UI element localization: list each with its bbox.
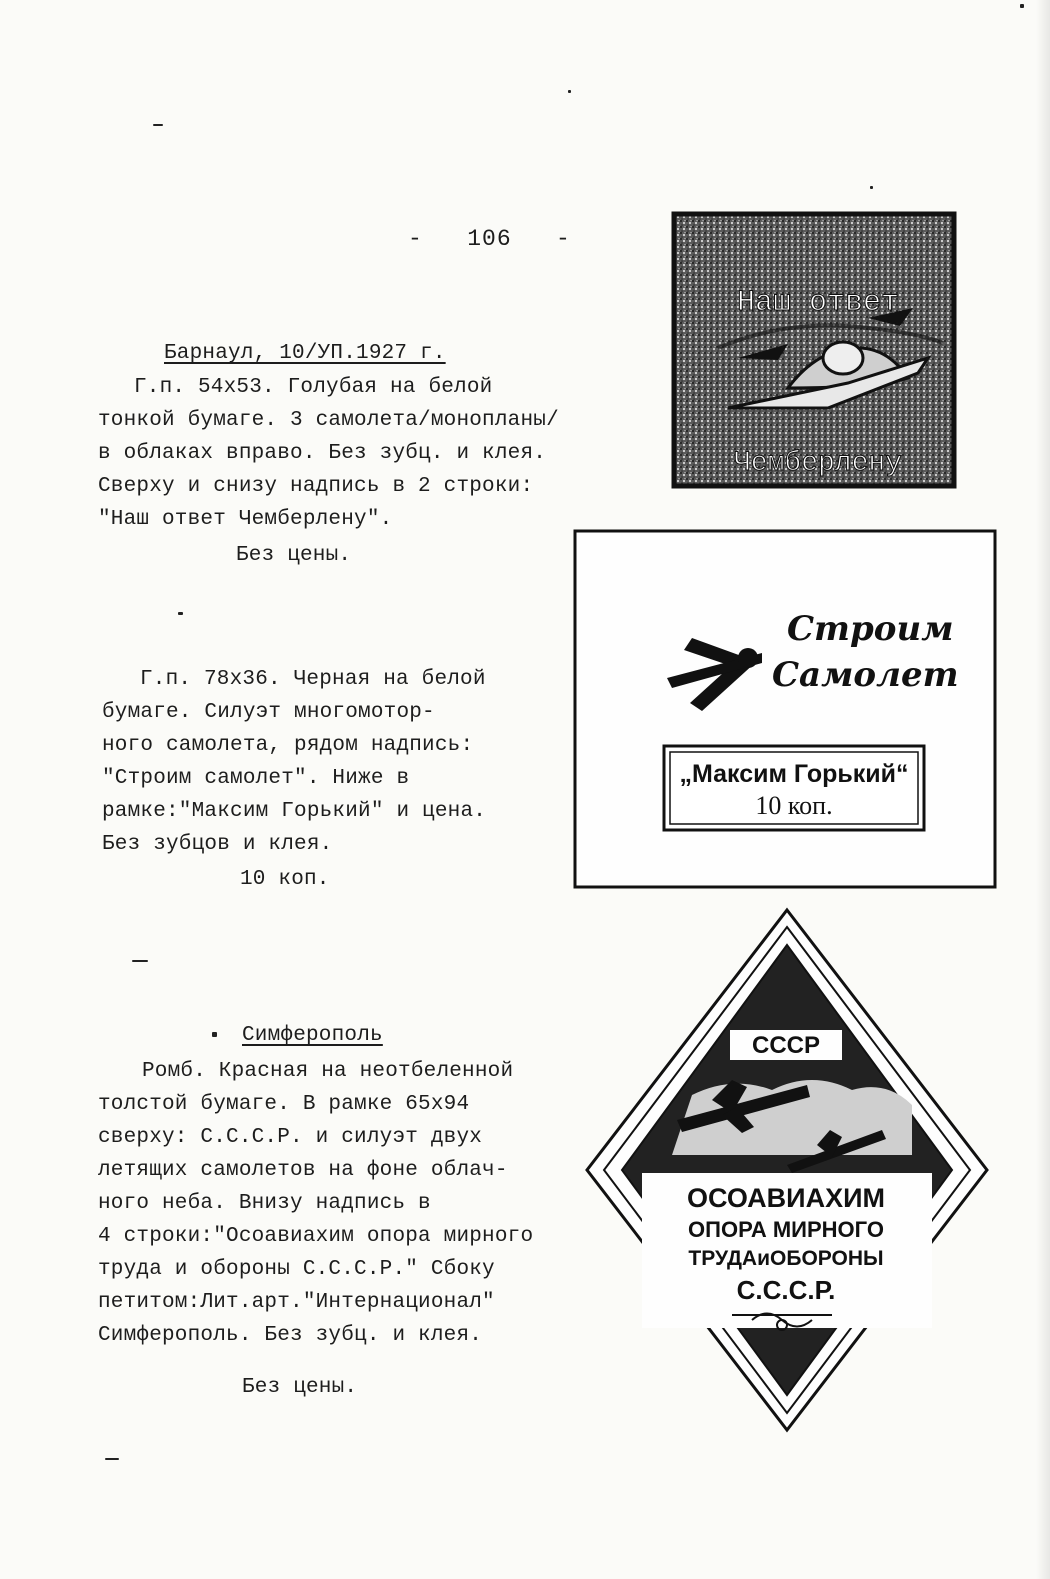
frame-price: 10 коп. [755, 791, 833, 820]
entry-3-line-8: петитом:Лит.арт."Интернационал" [98, 1291, 495, 1314]
entry-1-line-5: "Наш ответ Чемберлену". [98, 508, 393, 531]
entry-1-line-2: тонкой бумаге. 3 самолета/монопланы/ [98, 409, 559, 432]
entry-3-line-2: толстой бумаге. В рамке 65х94 [98, 1093, 470, 1116]
scan-speck [105, 1458, 119, 1460]
entry-1-line-4: Сверху и снизу надпись в 2 строки: [98, 475, 534, 498]
entry-3-line-9: Симферополь. Без зубц. и клея. [98, 1324, 483, 1347]
scan-speck [568, 90, 571, 93]
entry-1-heading: Барнаул, 10/УП.1927 г. [164, 342, 446, 365]
entry-3-heading: Симферополь [242, 1024, 383, 1047]
entry-3-line-6: 4 строки:"Осоавиахим опора мирного [98, 1225, 534, 1248]
osoaviakhim-line-2: ОПОРА МИРНОГО [688, 1217, 884, 1242]
stamp-maxim-gorky [572, 528, 998, 890]
stamp-chamberlain [668, 208, 960, 492]
frame-name: „Максим Горький“ [679, 760, 909, 788]
entry-3-line-1: Ромб. Красная на неотбеленной [142, 1060, 514, 1083]
entry-2-line-2: бумаге. Силуэт многомотор- [102, 701, 435, 724]
entry-3-price: Без цены. [242, 1376, 358, 1399]
scan-speck [1020, 4, 1024, 8]
scan-speck [870, 186, 873, 189]
entry-1-price: Без цены. [236, 544, 352, 567]
entry-2-price: 10 коп. [240, 868, 330, 891]
entry-3-line-4: летящих самолетов на фоне облач- [98, 1159, 508, 1182]
entry-3-line-7: труда и обороны С.С.С.Р." Сбоку [98, 1258, 495, 1281]
entry-1-line-1: Г.п. 54х53. Голубая на белой [134, 376, 493, 399]
script-line-1: Строим [787, 609, 954, 649]
entry-2-line-1: Г.п. 78х36. Черная на белой [140, 668, 486, 691]
entry-2-line-3: ного самолета, рядом надпись: [102, 734, 474, 757]
script-line-2: Самолет [772, 655, 959, 695]
page-edge-shadow [1036, 0, 1050, 1579]
osoaviakhim-top: СССР [751, 1032, 821, 1059]
scan-speck [212, 1032, 217, 1037]
osoaviakhim-line-1: ОСОАВИАХИМ [687, 1183, 885, 1213]
scan-speck [153, 124, 163, 126]
osoaviakhim-line-3: ТРУДАиОБОРОНЫ [688, 1247, 884, 1270]
scan-speck [178, 612, 183, 615]
entry-3-line-5: ного неба. Внизу надпись в [98, 1192, 431, 1215]
scan-speck [132, 960, 148, 962]
entry-1-line-3: в облаках вправо. Без зубц. и клея. [98, 442, 547, 465]
chamberlain-top-text: Наш ответ [736, 286, 900, 320]
entry-2-line-4: "Строим самолет". Ниже в [102, 767, 410, 790]
chamberlain-bottom-text: Чемберлену [733, 448, 903, 479]
page-number: - 106 - [408, 226, 571, 252]
entry-2-line-6: Без зубцов и клея. [102, 833, 333, 856]
entry-3-line-3: сверху: С.С.С.Р. и силуэт двух [98, 1126, 483, 1149]
stamp-osoaviakhim [582, 905, 992, 1435]
osoaviakhim-line-4: С.С.С.Р. [736, 1275, 836, 1305]
entry-2-line-5: рамке:"Максим Горький" и цена. [102, 800, 487, 823]
